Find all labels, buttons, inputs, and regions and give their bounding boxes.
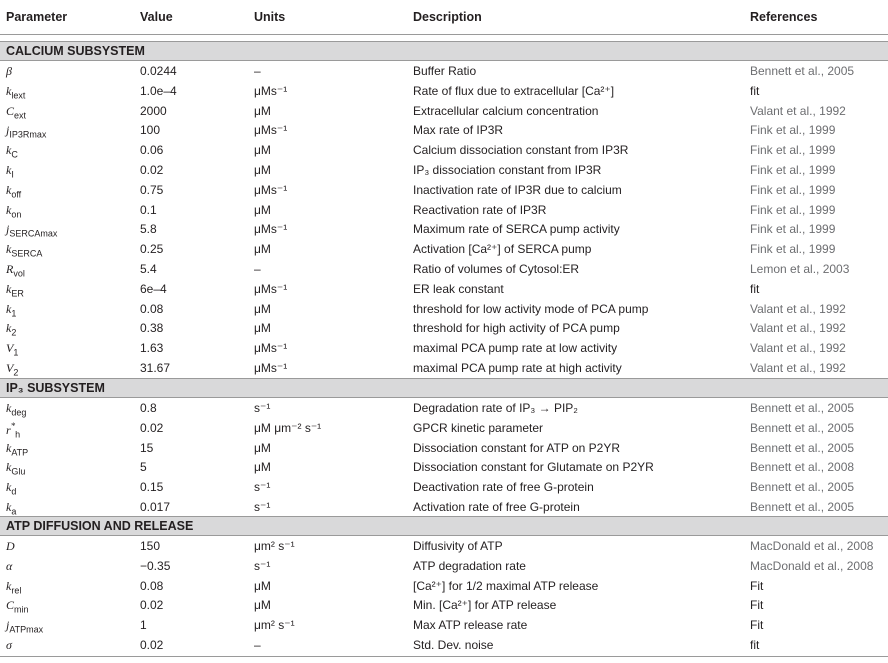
cell-reference: Bennett et al., 2005 — [750, 500, 855, 514]
cell-parameter: $k_d$ — [6, 480, 17, 497]
cell-parameter: $k_C$ — [6, 143, 18, 160]
cell-description: Dissociation constant for Glutamate on P2YR — [413, 460, 654, 475]
header-value: Value — [140, 10, 173, 24]
section-title: ATP DIFFUSION AND RELEASE — [6, 519, 194, 533]
cell-units: μM — [254, 163, 271, 177]
cell-parameter: $k_{lext}$ — [6, 83, 26, 101]
cell-units: s⁻¹ — [254, 401, 271, 415]
cell-units: μMs⁻¹ — [254, 281, 288, 296]
cell-parameter: D — [6, 539, 15, 553]
cell-description: GPCR kinetic parameter — [413, 420, 544, 435]
cell-description: Deactivation rate of free G-protein — [413, 480, 594, 495]
cell-units: μm² s⁻¹ — [254, 539, 295, 553]
cell-reference: Fink et al., 1999 — [750, 143, 836, 158]
cell-parameter: $R_{vol}$ — [6, 262, 25, 279]
cell-reference: Lemon et al., 2003 — [750, 262, 850, 276]
cell-reference: Fink et al., 1999 — [750, 182, 836, 197]
cell-description: Maximum rate of SERCA pump activity — [413, 222, 620, 237]
header-references: References — [750, 10, 818, 24]
cell-units: μMs⁻¹ — [254, 123, 288, 138]
header-units: Units — [254, 10, 286, 24]
table-row — [0, 61, 888, 81]
cell-reference: fit — [750, 83, 760, 98]
cell-value: 0.02 — [140, 420, 164, 435]
cell-parameter: $k_{on}$ — [6, 202, 22, 219]
cell-value: 0.02 — [140, 598, 164, 613]
cell-value: 0.0244 — [140, 64, 177, 78]
cell-value: 0.38 — [140, 321, 164, 336]
table-row — [0, 120, 888, 140]
cell-parameter: $C_{ext}$ — [6, 103, 27, 120]
cell-description: ER leak constant — [413, 281, 504, 296]
cell-units: μM — [254, 301, 271, 316]
cell-reference: Bennett et al., 2008 — [750, 460, 855, 475]
table-row — [0, 536, 888, 556]
cell-value: 100 — [140, 123, 161, 138]
cell-reference: Fink et al., 1999 — [750, 242, 836, 257]
table-row — [0, 457, 888, 477]
cell-value: 0.1 — [140, 202, 157, 217]
cell-parameter: $r^*_h$ — [6, 420, 21, 440]
cell-description: Buffer Ratio — [413, 64, 477, 78]
cell-reference: Valant et al., 1992 — [750, 321, 846, 336]
cell-description: Activation [Ca²⁺] of SERCA pump — [413, 242, 592, 257]
table-row — [0, 497, 888, 517]
cell-parameter: $C_{min}$ — [6, 598, 29, 615]
cell-description: Diffusivity of ATP — [413, 539, 503, 553]
cell-value: 1 — [140, 618, 147, 633]
cell-description: Reactivation rate of IP3R — [413, 202, 547, 217]
cell-value: 0.02 — [140, 638, 164, 652]
cell-value: 6e–4 — [140, 281, 167, 296]
cell-units: μMs⁻¹ — [254, 341, 288, 356]
cell-units: μM — [254, 321, 271, 336]
cell-units: μM — [254, 202, 271, 217]
cell-description: Std. Dev. noise — [413, 638, 494, 652]
cell-value: 0.02 — [140, 163, 164, 177]
cell-value: 15 — [140, 440, 154, 455]
table-row — [0, 239, 888, 259]
cell-reference: Fit — [750, 618, 764, 633]
cell-value: 5 — [140, 460, 147, 475]
cell-parameter: $V_2$ — [6, 361, 19, 378]
cell-units: μMs⁻¹ — [254, 182, 288, 197]
cell-description: maximal PCA pump rate at low activity — [413, 341, 618, 356]
cell-reference: fit — [750, 638, 760, 652]
table-row — [0, 219, 888, 239]
cell-units: μMs⁻¹ — [254, 222, 288, 237]
cell-units: μM — [254, 440, 271, 455]
cell-value: 0.017 — [140, 500, 171, 514]
cell-reference: fit — [750, 281, 760, 296]
cell-units: μMs⁻¹ — [254, 83, 288, 98]
cell-value: 150 — [140, 539, 161, 553]
cell-description: Degradation rate of IP₃ → PIP₂ — [413, 401, 578, 415]
cell-value: 0.08 — [140, 578, 164, 593]
table-row — [0, 398, 888, 418]
table-bottom-rule — [0, 656, 888, 657]
table-row — [0, 81, 888, 101]
cell-reference: Fink et al., 1999 — [750, 222, 836, 237]
cell-description: Max rate of IP3R — [413, 123, 504, 138]
table-row — [0, 576, 888, 596]
table-row — [0, 615, 888, 635]
cell-value: 0.75 — [140, 182, 164, 197]
table-row — [0, 418, 888, 438]
table-row — [0, 338, 888, 358]
cell-reference: Bennett et al., 2005 — [750, 401, 855, 415]
cell-units: s⁻¹ — [254, 480, 271, 495]
table-row — [0, 160, 888, 180]
cell-parameter: $k_{deg}$ — [6, 401, 27, 418]
cell-units: μM — [254, 598, 271, 613]
cell-units: – — [254, 262, 261, 276]
cell-description: Min. [Ca²⁺] for ATP release — [413, 598, 557, 613]
table-row — [0, 556, 888, 576]
cell-parameter: $k_I$ — [6, 163, 14, 180]
cell-reference: Valant et al., 1992 — [750, 361, 846, 375]
table-row — [0, 180, 888, 200]
cell-parameter: $k_{rel}$ — [6, 578, 22, 595]
cell-parameter: β — [6, 64, 12, 78]
cell-value: 2000 — [140, 103, 167, 118]
cell-description: maximal PCA pump rate at high activity — [413, 361, 622, 375]
cell-value: 31.67 — [140, 361, 171, 375]
cell-parameter: $j_{ATPmax}$ — [6, 618, 44, 635]
cell-value: 0.08 — [140, 301, 164, 316]
table-row — [0, 438, 888, 458]
cell-units: μM — [254, 103, 271, 118]
cell-parameter: α — [6, 558, 13, 573]
cell-parameter: $k_{ATP}$ — [6, 440, 29, 457]
table-row — [0, 635, 888, 655]
cell-value: 0.25 — [140, 242, 164, 257]
cell-description: Activation rate of free G-protein — [413, 500, 580, 514]
cell-reference: MacDonald et al., 2008 — [750, 539, 874, 553]
cell-description: IP₃ dissociation constant from IP3R — [413, 163, 602, 177]
cell-value: 5.4 — [140, 262, 157, 276]
cell-value: 0.15 — [140, 480, 164, 495]
cell-description: ATP degradation rate — [413, 558, 526, 573]
table-row — [0, 358, 888, 378]
table-row — [0, 299, 888, 319]
cell-units: μM — [254, 242, 271, 257]
cell-value: 5.8 — [140, 222, 157, 237]
cell-description: Extracellular calcium concentration — [413, 103, 599, 118]
cell-units: μMs⁻¹ — [254, 361, 288, 375]
cell-parameter: $k_{ER}$ — [6, 281, 24, 299]
cell-parameter: $k_2$ — [6, 321, 17, 338]
cell-parameter: $j_{SERCAmax}$ — [6, 222, 58, 239]
cell-units: – — [254, 64, 261, 78]
cell-reference: Bennett et al., 2005 — [750, 440, 855, 455]
cell-value: 1.63 — [140, 341, 164, 356]
cell-description: threshold for low activity mode of PCA pump — [413, 301, 649, 316]
cell-parameter: $k_1$ — [6, 301, 17, 318]
cell-reference: Bennett et al., 2005 — [750, 64, 855, 78]
cell-parameter: $k_{off}$ — [6, 182, 22, 200]
section-title: IP₃ SUBSYSTEM — [6, 381, 105, 395]
cell-parameter: $k_{SERCA}$ — [6, 242, 43, 259]
cell-units: μM — [254, 460, 271, 475]
cell-units: μM — [254, 578, 271, 593]
cell-description: [Ca²⁺] for 1/2 maximal ATP release — [413, 578, 599, 593]
cell-reference: Fink et al., 1999 — [750, 163, 836, 177]
header-parameter: Parameter — [6, 10, 68, 24]
cell-units: s⁻¹ — [254, 558, 271, 573]
cell-description: Rate of flux due to extracellular [Ca²⁺] — [413, 83, 615, 98]
table-row — [0, 259, 888, 279]
cell-description: Calcium dissociation constant from IP3R — [413, 143, 629, 158]
cell-reference: MacDonald et al., 2008 — [750, 558, 874, 573]
cell-units: μm² s⁻¹ — [254, 618, 295, 633]
section-title: CALCIUM SUBSYSTEM — [6, 44, 145, 58]
cell-description: Ratio of volumes of Cytosol:ER — [413, 262, 580, 276]
cell-parameter: $k_{Glu}$ — [6, 460, 26, 477]
cell-value: 1.0e–4 — [140, 83, 177, 98]
cell-reference: Valant et al., 1992 — [750, 103, 846, 118]
cell-reference: Valant et al., 1992 — [750, 301, 846, 316]
table-row — [0, 477, 888, 497]
cell-value: −0.35 — [140, 558, 171, 573]
cell-parameter: $k_a$ — [6, 500, 17, 517]
cell-description: Max ATP release rate — [413, 618, 528, 633]
table-row — [0, 279, 888, 299]
cell-parameter: $V_1$ — [6, 341, 19, 358]
cell-reference: Fink et al., 1999 — [750, 202, 836, 217]
table-row — [0, 595, 888, 615]
cell-reference: Fink et al., 1999 — [750, 123, 836, 138]
table-row — [0, 101, 888, 121]
table-row — [0, 140, 888, 160]
cell-value: 0.8 — [140, 401, 157, 415]
cell-description: Dissociation constant for ATP on P2YR — [413, 440, 620, 455]
section-header — [0, 41, 888, 61]
table-row — [0, 318, 888, 338]
cell-reference: Fit — [750, 598, 764, 613]
cell-units: – — [254, 638, 261, 652]
cell-reference: Bennett et al., 2005 — [750, 480, 855, 495]
section-header — [0, 516, 888, 536]
cell-units: μM — [254, 143, 271, 158]
header-description: Description — [413, 10, 482, 24]
table-row — [0, 200, 888, 220]
cell-description: Inactivation rate of IP3R due to calcium — [413, 182, 622, 197]
cell-parameter: σ — [6, 638, 12, 652]
section-header — [0, 378, 888, 398]
cell-description: threshold for high activity of PCA pump — [413, 321, 620, 336]
cell-parameter: $j_{IP3Rmax}$ — [6, 123, 47, 140]
table-header — [0, 0, 888, 35]
cell-reference: Fit — [750, 578, 764, 593]
cell-value: 0.06 — [140, 143, 164, 158]
cell-reference: Valant et al., 1992 — [750, 341, 846, 356]
cell-reference: Bennett et al., 2005 — [750, 420, 855, 435]
cell-units: μM μm⁻² s⁻¹ — [254, 420, 322, 435]
cell-units: s⁻¹ — [254, 500, 271, 514]
